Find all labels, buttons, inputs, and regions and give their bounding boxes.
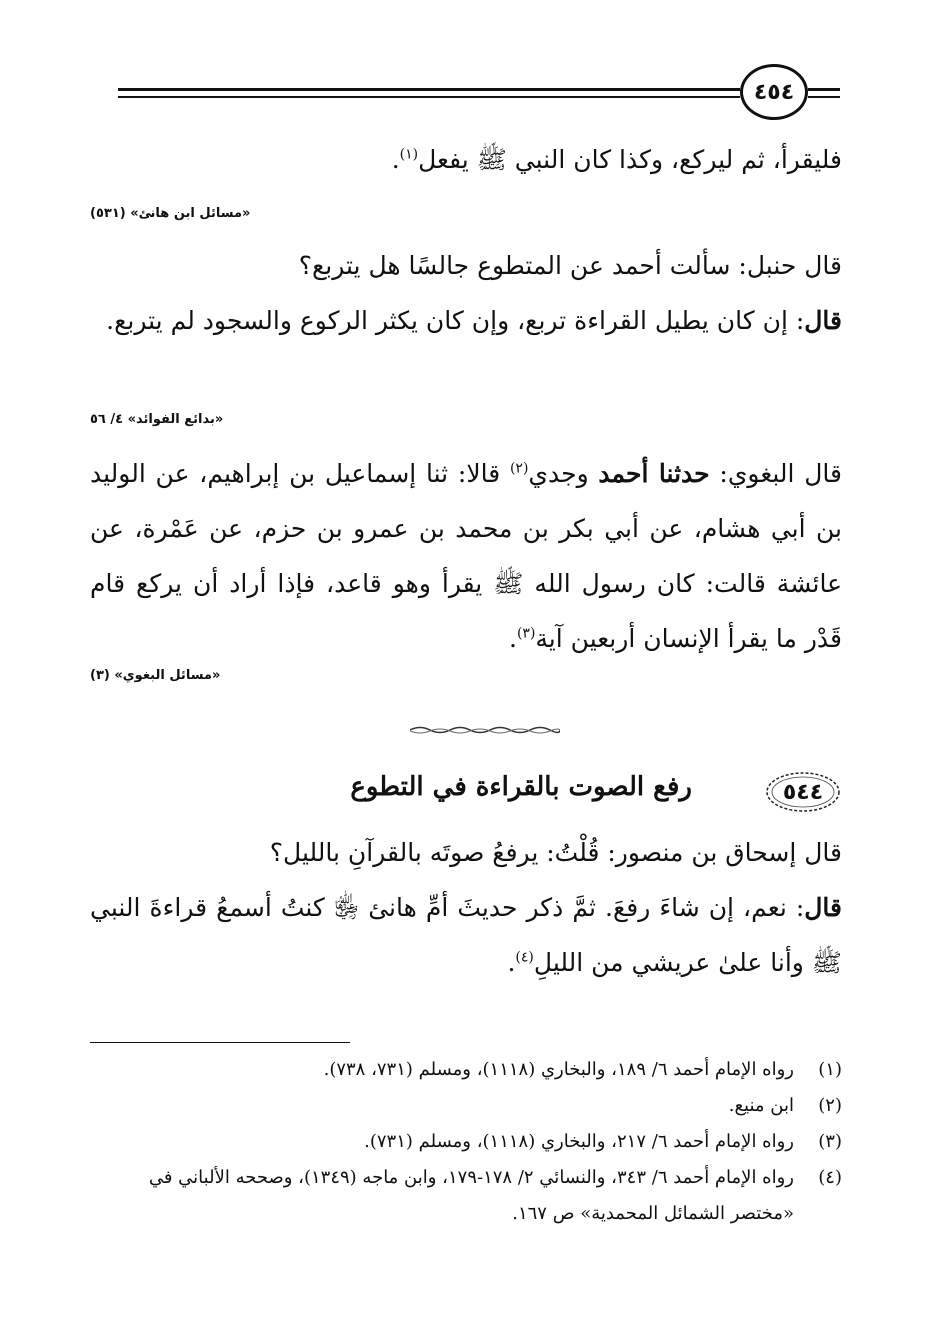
paragraph: قال البغوي: حدثنا أحمد وجدي$^{(٢)}$ قالا: ثنا إسماعيل بن إبراهيم، عن الوليد بن أبي هشام، عن أبي بكر بن محمد بن عمرو بن حزم، عن عَمْرة، عن عائشة قالت: كان رسول الله ﷺ يقرأ وهو قاعد، فإذا أراد أن يركع قام قَدْر ما يقرأ الإنسان أربعين آية$^{(٣)}$. (90, 459, 843, 653)
section-title: رفع الصوت بالقراءة في التطوع (350, 772, 692, 802)
header-rule (808, 96, 840, 98)
header-rule (118, 88, 740, 91)
footnote (90, 1124, 842, 1160)
footnote-text: رواه الإمام أحمد ٦/ ٣٤٣، والنسائي ٢/ ١٧٨-١٧٩، وابن ماجه (١٣٤٩)، وصححه الألباني في «مختصر الشمائل المحمدية» ص ١٦٧. (148, 1167, 794, 1224)
header-rule (808, 88, 840, 91)
source-citation: «مسائل البغوي» (٣) (90, 668, 221, 683)
section-header (90, 766, 842, 820)
footnote-number: (٤) (818, 1167, 842, 1188)
footnote-number: (٢) (818, 1095, 842, 1116)
paragraph: قال إسحاق بن منصور: قُلْتُ: يرفعُ صوتَه بالقرآنِ بالليل؟ (269, 838, 842, 867)
section-number: ٥٤٤ (782, 779, 824, 805)
footnote (90, 1088, 842, 1124)
source-citation: «بدائع الفوائد» ٤/ ٥٦ (90, 412, 224, 427)
footnote (90, 1160, 842, 1232)
paragraph: قال حنبل: سألت أحمد عن المتطوع جالسًا هل يتربع؟ (298, 251, 842, 280)
footnote (90, 1052, 842, 1088)
paragraph: قال: نعم، إن شاءَ رفعَ. ثمَّ ذكر حديثَ أمِّ هانئ ﵂ كنتُ أسمعُ قراءةَ النبي ﷺ وأنا علىٰ عريشي من الليلِ$^{(٤)}$. (90, 893, 842, 977)
footnote-number: (١) (818, 1059, 842, 1080)
footnote-text: رواه الإمام أحمد ٦/ ٢١٧، والبخاري (١١١٨)، ومسلم (٧٣١). (364, 1131, 794, 1152)
footnote-text: ابن منيع. (728, 1095, 794, 1116)
footnote-text: رواه الإمام أحمد ٦/ ١٨٩، والبخاري (١١١٨)، ومسلم (٧٣١، ٧٣٨). (323, 1059, 794, 1080)
source-citation: «مسائل ابن هانئ» (٥٣١) (90, 206, 251, 221)
footnotes (90, 1052, 842, 1232)
section-number-badge (764, 770, 842, 814)
footnote-rule (90, 1042, 350, 1043)
page-number: ٤٥٤ (740, 64, 808, 120)
footnote-number: (٣) (818, 1131, 842, 1152)
ornament-divider (410, 725, 560, 735)
header-rule (118, 96, 740, 98)
ornament-icon (410, 725, 560, 735)
paragraph: قال: إن كان يطيل القراءة تربع، وإن كان يكثر الركوع والسجود لم يتربع. (106, 306, 842, 335)
paragraph: فليقرأ، ثم ليركع، وكذا كان النبي ﷺ يفعل$^{(١)}$. (391, 145, 842, 174)
